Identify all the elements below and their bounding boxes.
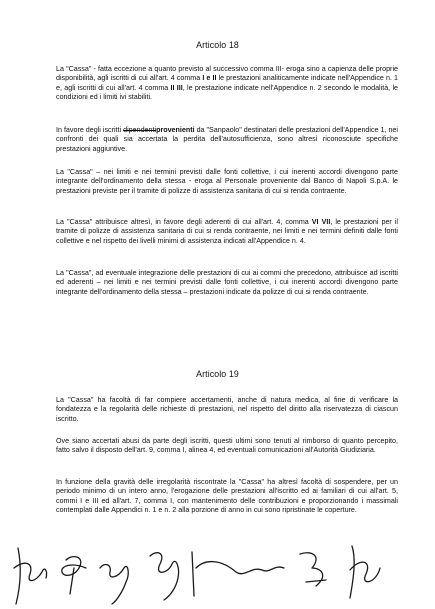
text: da "Sanpaolo" destinatari delle prestazioni dell'Appendice 1, nei confronti dei quali sia accertata la perdita dell'autosufficienza, sono altresì riconosciute specifiche prestazioni aggiuntive. — [56, 126, 398, 153]
amended-text: I e II — [202, 74, 217, 83]
signature-6 — [300, 553, 326, 586]
article-18-paragraph-5: La "Cassa", ad eventuale integrazione delle prestazioni di cui ai commi che precedono, attribuisce ad iscritti ed aderenti – nei limiti e nei termini previsti dalle fonti collettive, i cui inerenti accordi divengono parte integrante dell'ordinamento della stessa – prestazioni indicate da polizze di cui si renda contraente. — [56, 269, 398, 296]
amended-text: provenienti — [156, 126, 195, 134]
signature-3 — [100, 565, 128, 604]
signature-5 — [192, 552, 284, 596]
signature-4 — [150, 553, 179, 600]
text: La "Cassa" - fatta eccezione a quanto previsto al successivo comma III- eroga sino a capienza delle proprie disponibilità, agli iscritti di cui all'art. 4 comma — [56, 65, 398, 83]
text: , le prestazione indicate nell'Appendice n. 2 secondo le modalità, le condizioni ed i limiti ivi stabiliti. — [56, 83, 398, 102]
signature-2 — [62, 557, 86, 594]
article-18-paragraph-4 — [56, 218, 398, 246]
handwritten-signatures — [0, 538, 435, 609]
amended-text: II III — [170, 83, 183, 92]
signature-1 — [14, 548, 47, 604]
struck-text: dipendenti — [123, 126, 157, 134]
article-18-paragraph-3: La "Cassa" – nei limiti e nei termini previsti dalle fonti collettive, i cui inerenti accordi divengono parte integrante dell'ordinamento della stessa - eroga al Personale proveniente dal Banco di Napoli S.p.A. le prestazioni previste per il tramite di polizze di assistenza sanitaria di cui si renda contraente. — [56, 168, 398, 195]
signature-7 — [350, 546, 380, 598]
article-18-paragraph-2 — [56, 126, 398, 154]
text: , le prestazioni per il tramite di polizze di assistenza sanitaria di cui si renda contraente, nei limiti e nei termini definiti dalle fonti collettive e nel rispetto dei livelli minimi di assistenza indicati all'Appendice n. 4. — [56, 218, 398, 245]
article-19-paragraph-2: Ove siano accertati abusi da parte degli iscritti, questi ultimi sono tenuti al rimborso di quanto percepito, fatto salvo il disposto dell'art. 9, comma I, alinea 4, ed eventuali comunicazioni all'Autorità Giudiziaria. — [56, 437, 398, 455]
article-18-paragraph-1 — [56, 65, 398, 103]
article-19-paragraph-3: In funzione della gravità delle irregolarità riscontrate la "Cassa" ha altresì facoltà di sospendere, per un periodo minimo di un intero anno, l'erogazione delle prestazioni all'iscritto ed ai familiari di cui all'art. 5, commi I e III ed all'art. 7, comma I, con mantenimento delle contribuzioni e proporzionando i massimali contemplati dalle Appendici n. 1 e n. 2 alla porzione di anno in cui sono ripristinate le coperture. — [56, 478, 398, 515]
amended-text: VI VII — [311, 218, 331, 226]
article-19-title: Articolo 19 — [196, 369, 239, 379]
text: le prestazioni analiticamente indicate nell'Appendice n. 1 e, agli iscritti di cui all'art. 4 comma — [56, 74, 398, 92]
article-19-paragraph-1: La "Cassa" ha facoltà di far compiere accertamenti, anche di natura medica, al fine di verificare la fondatezza e la regolarità delle richieste di prestazioni, nel rispetto del diritto alla riservatezza di ciascun iscritto. — [56, 396, 398, 423]
article-18-title: Articolo 18 — [196, 40, 239, 50]
text: In favore degli iscritti — [56, 126, 124, 134]
text: La "Cassa" attribuisce altresì, in favore degli aderenti di cui all'art. 4, comma — [56, 218, 312, 226]
